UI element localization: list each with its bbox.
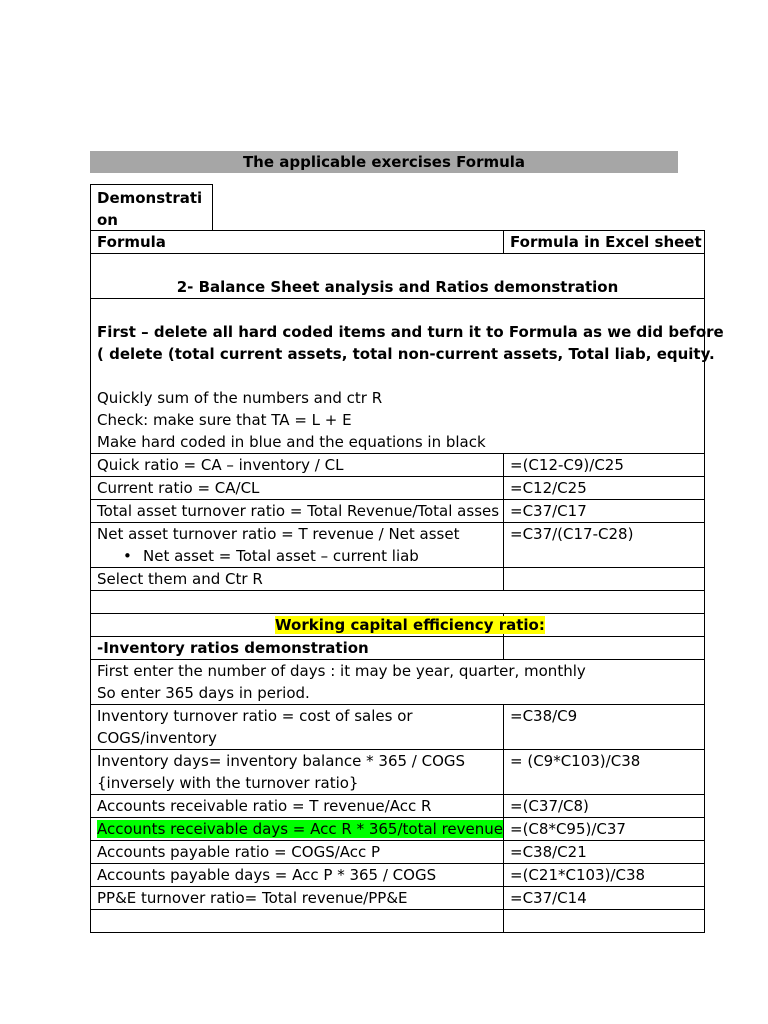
table-row (91, 500, 705, 523)
wc-heading: Working capital efficiency ratio: (275, 616, 545, 634)
table-row (91, 795, 705, 818)
section-heading-text: 2- Balance Sheet analysis and Ratios demonstration (176, 278, 619, 296)
days-note-cell (91, 660, 705, 705)
table-row (91, 477, 705, 500)
formula-line-1: Inventory days= inventory balance * 365 / COGS (97, 752, 466, 770)
formula-line-2: COGS/inventory (97, 729, 217, 747)
excel-cell: =C37/(C17-C28) (504, 523, 705, 568)
demonstration-label: Demonstration (90, 184, 213, 230)
table-row (91, 637, 705, 660)
empty-cell (91, 910, 504, 933)
table-row (91, 705, 705, 750)
formula-cell: Current ratio = CA/CL (91, 477, 504, 500)
formula-cell: Accounts payable days = Acc P * 365 / COGS (91, 864, 504, 887)
instruction-spacer (97, 365, 698, 387)
excel-cell: =C38/C9 (504, 705, 705, 750)
wc-heading-cell (91, 614, 545, 637)
days-note-line-1: First enter the number of days : it may be year, quarter, monthly (97, 662, 586, 680)
table-row (91, 818, 705, 841)
excel-cell: =(C21*C103)/C38 (504, 864, 705, 887)
instruction-line-4: Check: make sure that TA = L + E (97, 411, 352, 429)
header-formula: Formula (91, 231, 504, 254)
days-note-line-2: So enter 365 days in period. (97, 684, 310, 702)
header-row (91, 231, 705, 254)
section-heading-row (91, 254, 705, 299)
highlighted-formula: Accounts receivable days = Acc R * 365/total revenue (97, 820, 504, 838)
table-row (91, 454, 705, 477)
inventory-heading: -Inventory ratios demonstration (91, 637, 504, 660)
header-excel: Formula in Excel sheet (504, 231, 705, 254)
table-row (91, 864, 705, 887)
bullet-icon: • (123, 547, 132, 565)
excel-cell: = (C9*C103)/C38 (504, 750, 705, 795)
empty-row (91, 591, 705, 614)
table-row (91, 568, 705, 591)
instructions-cell (91, 299, 724, 454)
instruction-line-3: Quickly sum of the numbers and ctr R (97, 389, 383, 407)
excel-cell: =C12/C25 (504, 477, 705, 500)
formula-cell: Accounts receivable ratio = T revenue/Acc R (91, 795, 504, 818)
empty-cell (91, 591, 705, 614)
empty-row (91, 910, 705, 933)
table-row (91, 614, 705, 637)
formula-cell: PP&E turnover ratio= Total revenue/PP&E (91, 887, 504, 910)
excel-cell: =C38/C21 (504, 841, 705, 864)
formula-table (90, 230, 724, 933)
formula-cell: Quick ratio = CA – inventory / CL (91, 454, 504, 477)
table-row (91, 660, 705, 705)
bullet-item (97, 545, 497, 567)
table-row (91, 887, 705, 910)
formula-cell: Select them and Ctr R (91, 568, 504, 591)
table-row (91, 750, 705, 795)
empty-cell (504, 910, 705, 933)
formula-cell (91, 818, 504, 841)
formula-text: Net asset turnover ratio = T revenue / Net asset (97, 525, 460, 543)
formula-cell (91, 705, 504, 750)
page-title: The applicable exercises Formula (90, 151, 678, 173)
formula-line-2: {inversely with the turnover ratio} (97, 774, 359, 792)
excel-cell (504, 637, 705, 660)
section-heading (91, 254, 705, 299)
formula-cell (91, 750, 504, 795)
instruction-line-5: Make hard coded in blue and the equations in black (97, 433, 486, 451)
excel-cell: =C37/C17 (504, 500, 705, 523)
excel-cell: =(C37/C8) (504, 795, 705, 818)
table-row (91, 841, 705, 864)
formula-cell: Accounts payable ratio = COGS/Acc P (91, 841, 504, 864)
instructions-row (91, 299, 705, 454)
instruction-line-1: First – delete all hard coded items and turn it to Formula as we did before (97, 323, 724, 341)
formula-cell (91, 523, 504, 568)
excel-cell: =C37/C14 (504, 887, 705, 910)
excel-cell (504, 568, 705, 591)
formula-cell: Total asset turnover ratio = Total Revenue/Total asses (91, 500, 504, 523)
formula-line-1: Inventory turnover ratio = cost of sales or (97, 707, 413, 725)
instruction-line-2: ( delete (total current assets, total non-current assets, Total liab, equity. (97, 345, 715, 363)
table-row (91, 523, 705, 568)
bullet-text: Net asset = Total asset – current liab (143, 547, 419, 565)
excel-cell: =(C8*C95)/C37 (504, 818, 705, 841)
excel-cell: =(C12-C9)/C25 (504, 454, 705, 477)
